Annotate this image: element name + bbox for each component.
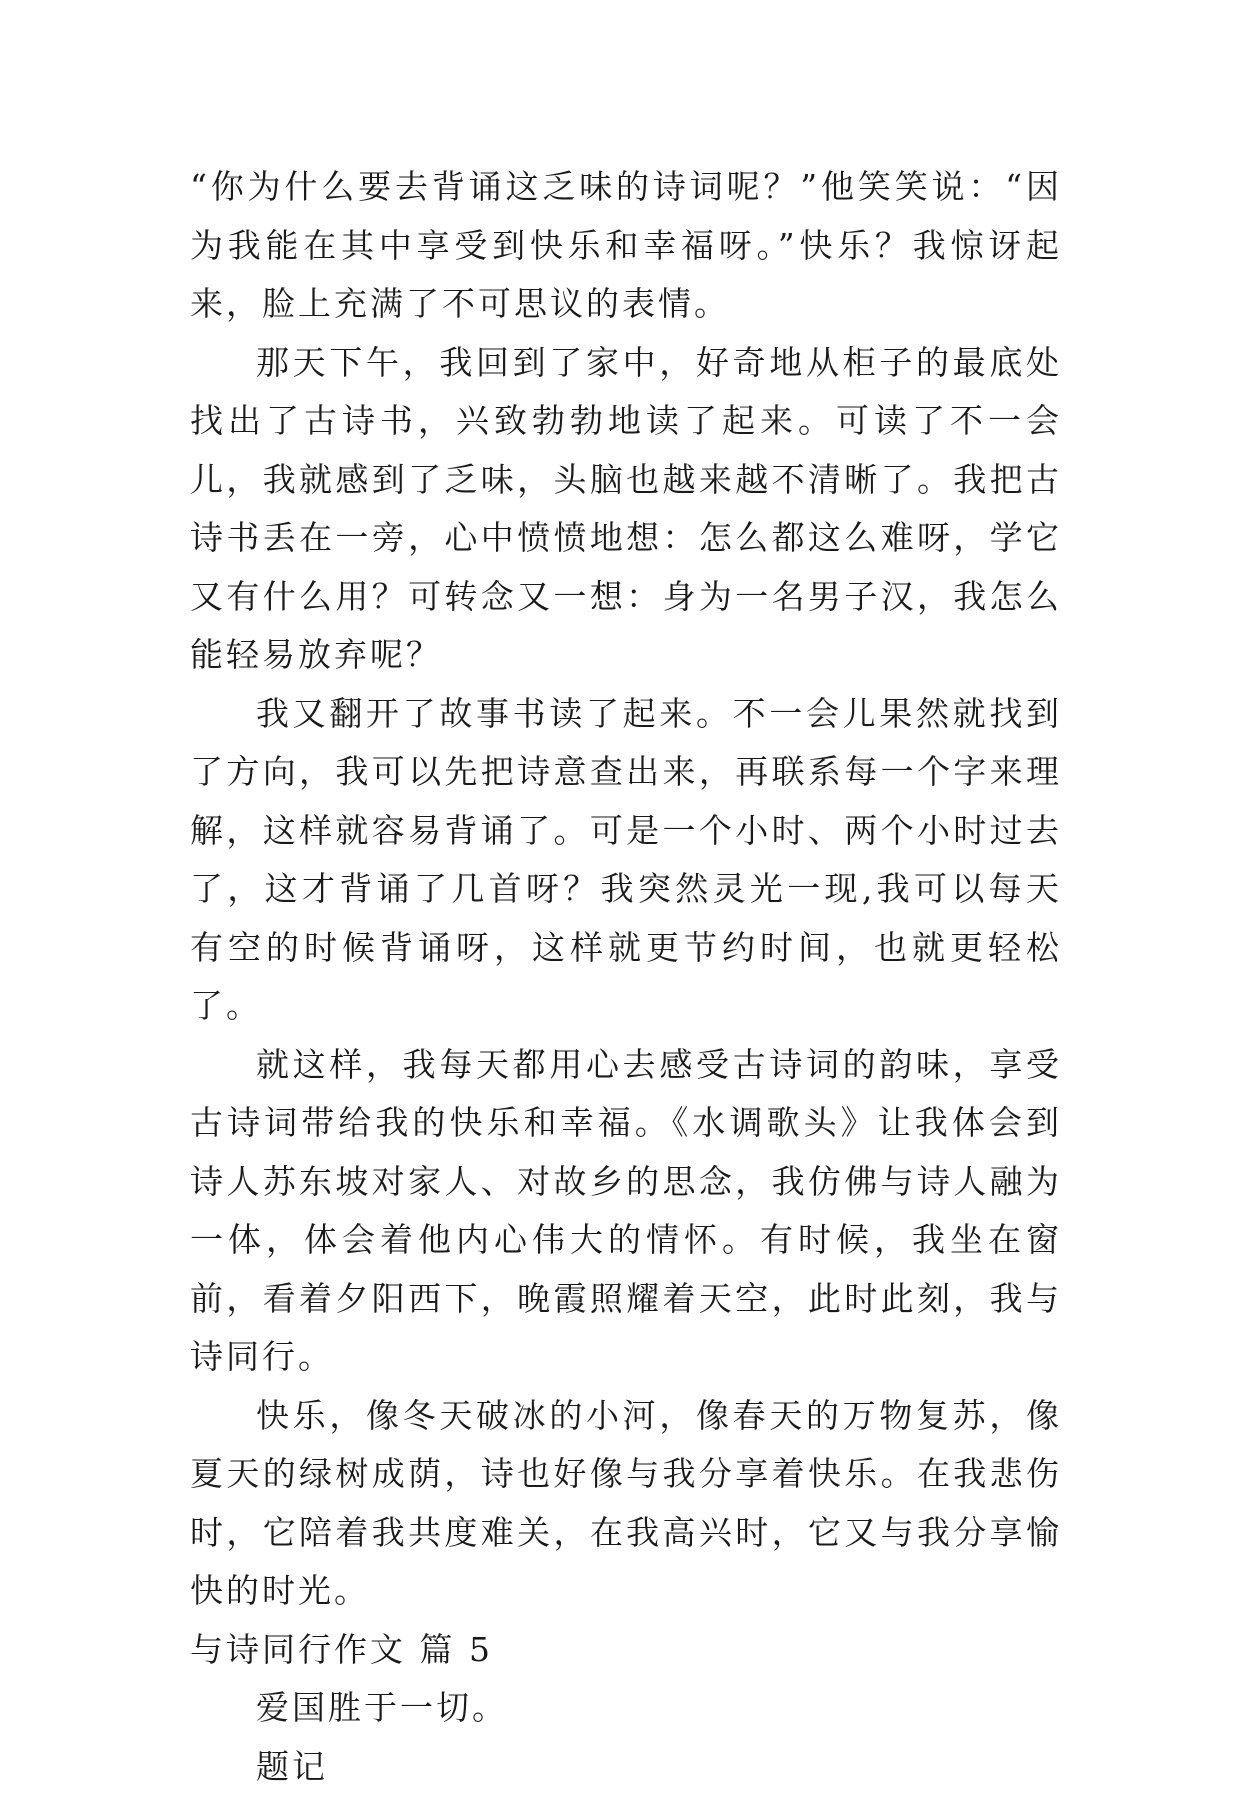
motto-label: 题记 [190,1738,1062,1796]
paragraph-1: “你为什么要去背诵这乏味的诗词呢？”他笑笑说：“因为我能在其中享受到快乐和幸福呀。”快乐？我惊讶起来，脸上充满了不可思议的表情。 [190,158,1062,334]
motto-line: 爱国胜于一切。 [190,1679,1062,1738]
document-page [190,158,1062,1796]
paragraph-3: 我又翻开了故事书读了起来。不一会儿果然就找到了方向，我可以先把诗意查出来，再联系每一个字来理解，这样就容易背诵了。可是一个小时、两个小时过去了，这才背诵了几首呀？我突然灵光一现,我可以每天有空的时候背诵呀，这样就更节约时间，也就更轻松了。 [190,685,1062,1036]
section-heading: 与诗同行作文 篇 5 [190,1621,1062,1680]
paragraph-2: 那天下午，我回到了家中，好奇地从柜子的最底处找出了古诗书，兴致勃勃地读了起来。可读了不一会儿，我就感到了乏味，头脑也越来越不清晰了。我把古诗书丢在一旁，心中愤愤地想：怎么都这么难呀，学它又有什么用？可转念又一想：身为一名男子汉，我怎么能轻易放弃呢？ [190,334,1062,685]
paragraph-5: 快乐，像冬天破冰的小河，像春天的万物复苏，像夏天的绿树成荫，诗也好像与我分享着快乐。在我悲伤时，它陪着我共度难关，在我高兴时，它又与我分享愉快的时光。 [190,1387,1062,1621]
paragraph-4: 就这样，我每天都用心去感受古诗词的韵味，享受古诗词带给我的快乐和幸福。《水调歌头》让我体会到诗人苏东坡对家人、对故乡的思念，我仿佛与诗人融为一体，体会着他内心伟大的情怀。有时候，我坐在窗前，看着夕阳西下，晚霞照耀着天空，此时此刻，我与诗同行。 [190,1036,1062,1387]
